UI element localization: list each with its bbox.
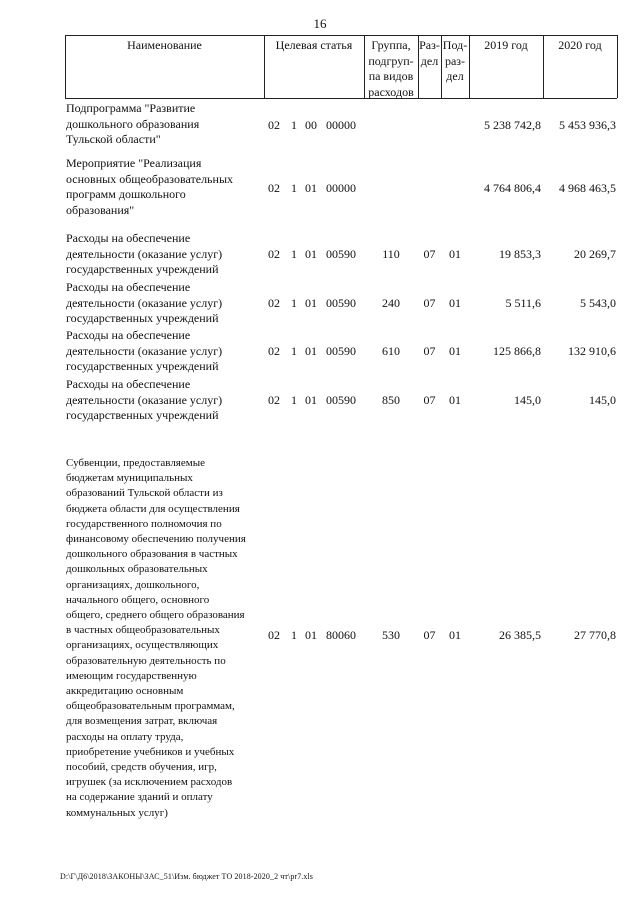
- row-name: Субвенции, предоставляемые бюджетам муниципальных образований Тульской области из бюджета области для осуществления государственного полномочия по финансовому обеспечению получения дошкольного образования в частных дошкольных образовательных организациях, дошкольного, начального общего, основного общего, среднего общего образования в частных общеобразовательных организациях, осуществляющих образовательную деятельность по имеющим государственную аккредитацию основным общеобразовательным программам, для возмещения затрат, включая расходы на оплату труда, приобретение учебников и учебных пособий, средств обучения, игр, игрушек (за исключением расходов на содержание зданий и оплату коммунальных услуг): [66, 457, 246, 819]
- table-row: [0, 246, 640, 262]
- cell-type: 1: [291, 118, 297, 132]
- cell-type: 1: [291, 247, 297, 261]
- header-section: Раз- дел: [419, 38, 440, 68]
- cell-group: 610: [382, 344, 400, 358]
- header-year-2020: 2020 год: [558, 38, 602, 52]
- cell-subsection: 01: [449, 628, 461, 642]
- cell-group: 850: [382, 393, 400, 407]
- cell-item: 00: [305, 118, 317, 132]
- row-name: Расходы на обеспечение деятельности (оказание услуг) государственных учреждений: [66, 280, 223, 325]
- cell-code: 00000: [326, 181, 356, 195]
- header-name: Наименование: [127, 38, 202, 52]
- cell-amount-2020: 27 770,8: [574, 628, 616, 642]
- cell-group: 240: [382, 296, 400, 310]
- row-name: Подпрограмма "Развитие дошкольного образования Тульской области": [66, 101, 200, 146]
- cell-type: 1: [291, 181, 297, 195]
- cell-item: 01: [305, 296, 317, 310]
- footer-file-path: D:\Г\Д6\2018\ЗАКОНЫ\ЗАС_51\Изм. бюджет ТО 2018-2020_2 чт\pr7.xls: [60, 872, 314, 881]
- cell-section: 07: [423, 628, 436, 642]
- cell-type: 1: [291, 628, 297, 642]
- cell-program: 02: [268, 296, 280, 310]
- cell-amount-2019: 5 238 742,8: [484, 118, 541, 132]
- cell-amount-2020: 5 453 936,3: [559, 118, 616, 132]
- cell-item: 01: [305, 181, 317, 195]
- cell-amount-2019: 125 866,8: [493, 344, 541, 358]
- cell-program: 02: [268, 118, 280, 132]
- cell-section: 07: [423, 247, 436, 261]
- cell-program: 02: [268, 181, 280, 195]
- cell-amount-2020: 5 543,0: [580, 296, 616, 310]
- cell-subsection: 01: [449, 393, 461, 407]
- row-name: Расходы на обеспечение деятельности (оказание услуг) государственных учреждений: [66, 328, 223, 373]
- header-year-2019: 2019 год: [484, 38, 528, 52]
- header-target-article: Целевая статья: [275, 38, 353, 52]
- cell-code: 00590: [326, 344, 356, 358]
- cell-program: 02: [268, 344, 280, 358]
- header-divider: [617, 35, 618, 98]
- cell-code: 00000: [326, 118, 356, 132]
- table-row: [0, 343, 640, 359]
- table-row: [0, 295, 640, 311]
- cell-amount-2019: 4 764 806,4: [484, 181, 541, 195]
- cell-type: 1: [291, 393, 297, 407]
- header-group: Группа, подгруп- па видов расходов: [368, 38, 414, 99]
- cell-type: 1: [291, 296, 297, 310]
- table-row: [0, 180, 640, 196]
- cell-program: 02: [268, 628, 280, 642]
- cell-code: 00590: [326, 247, 356, 261]
- cell-code: 80060: [326, 628, 356, 642]
- header-top-border: [65, 35, 617, 36]
- cell-type: 1: [291, 344, 297, 358]
- cell-amount-2020: 145,0: [589, 393, 616, 407]
- cell-group: 530: [382, 628, 400, 642]
- cell-amount-2020: 4 968 463,5: [559, 181, 616, 195]
- cell-code: 00590: [326, 393, 356, 407]
- page-number: 16: [313, 16, 327, 31]
- cell-section: 07: [423, 296, 436, 310]
- cell-item: 01: [305, 628, 317, 642]
- cell-amount-2020: 132 910,6: [568, 344, 616, 358]
- cell-subsection: 01: [449, 344, 461, 358]
- cell-amount-2019: 5 511,6: [505, 296, 541, 310]
- cell-section: 07: [423, 344, 436, 358]
- cell-amount-2020: 20 269,7: [574, 247, 616, 261]
- cell-subsection: 01: [449, 296, 461, 310]
- cell-item: 01: [305, 344, 317, 358]
- cell-section: 07: [423, 393, 436, 407]
- table-row: [0, 627, 640, 643]
- row-name: Мероприятие "Реализация основных общеобразовательных программ дошкольного образования": [66, 156, 234, 217]
- header-bottom-border: [65, 98, 617, 99]
- cell-program: 02: [268, 393, 280, 407]
- table-row: [0, 117, 640, 133]
- cell-group: 110: [382, 247, 400, 261]
- cell-amount-2019: 145,0: [514, 393, 541, 407]
- cell-item: 01: [305, 247, 317, 261]
- cell-amount-2019: 19 853,3: [499, 247, 541, 261]
- row-name: Расходы на обеспечение деятельности (оказание услуг) государственных учреждений: [66, 377, 223, 422]
- cell-item: 01: [305, 393, 317, 407]
- cell-code: 00590: [326, 296, 356, 310]
- row-name: Расходы на обеспечение деятельности (оказание услуг) государственных учреждений: [66, 231, 223, 276]
- table-row: [0, 392, 640, 408]
- header-subsection: Под- раз- дел: [442, 38, 468, 83]
- cell-program: 02: [268, 247, 280, 261]
- cell-amount-2019: 26 385,5: [499, 628, 541, 642]
- cell-subsection: 01: [449, 247, 461, 261]
